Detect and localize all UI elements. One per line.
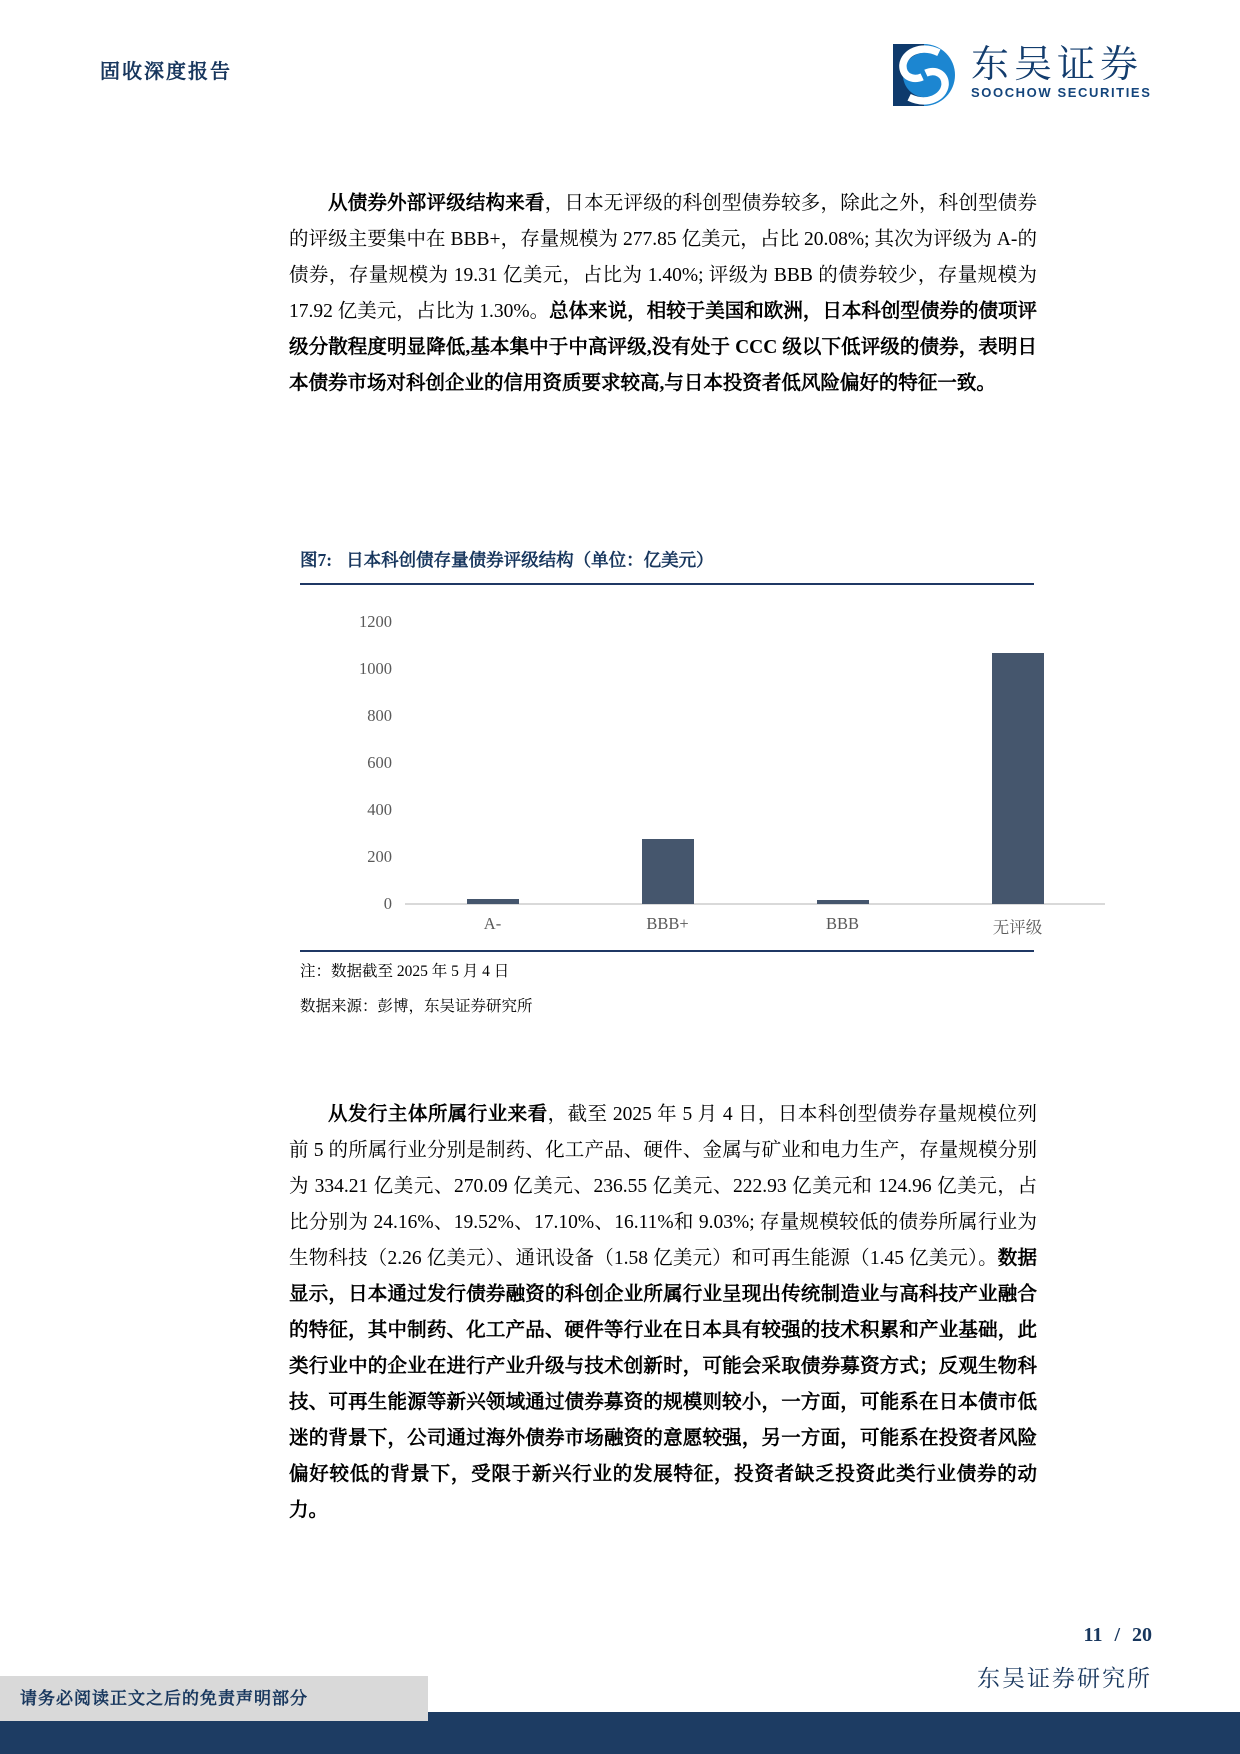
y-axis-tick-label: 800 (367, 706, 392, 725)
research-institute-label: 东吴证券研究所 (977, 1666, 1152, 1691)
x-axis-category-label: BBB (825, 914, 860, 933)
bar-A- (467, 899, 519, 904)
brand-text (971, 44, 1151, 100)
disclaimer-notice: 请务必阅读正文之后的免责声明部分 (0, 1676, 428, 1721)
paragraph-industry-structure (289, 1097, 1037, 1529)
x-axis-category-label: 无评级 (992, 918, 1043, 937)
figure-bottom-rule (300, 950, 1034, 952)
figure-note-source: 数据来源：彭博，东吴证券研究所 (300, 998, 533, 1015)
report-type-label: 固收深度报告 (100, 61, 232, 83)
y-axis-tick-label: 1200 (359, 612, 392, 631)
bar-BBB (817, 900, 869, 904)
bar-chart-rating-structure (300, 600, 1120, 945)
paragraph1-normal-text: ，日本无评级的科创型债券较多，除此之外，科创型债券的评级主要集中在 BBB+，存量规模为 277.85 亿美元，占比 20.08%; 其次为评级为 A-的债券，存量规模为 19.31 亿美元，占比为 1.40%; 评级为 BBB 的债券较少，存量规模为 17.92 亿美元，占比为 1.30%。 (289, 193, 1037, 322)
paragraph2-bold-lead: 从发行主体所属行业来看 (328, 1104, 548, 1125)
figure-caption (300, 543, 1034, 585)
soochow-logo-icon (893, 44, 955, 106)
brand-name-en: SOOCHOW SECURITIES (971, 85, 1152, 100)
paragraph1-bold-lead: 从债券外部评级结构来看 (328, 193, 545, 214)
x-axis-category-label: A- (483, 914, 502, 933)
brand-logo (893, 44, 1151, 106)
paragraph1-bold-tail: 总体来说，相较于美国和欧洲，日本科创型债券的债项评级分散程度明显降低,基本集中于中高评级,没有处于 CCC 级以下低评级的债券，表明日本债券市场对科创企业的信用资质要求较高,与日本投资者低风险偏好的特征一致。 (289, 301, 1037, 394)
bar-BBB+ (642, 839, 694, 904)
y-axis-tick-label: 0 (383, 894, 392, 913)
y-axis-tick-label: 1000 (359, 659, 392, 678)
bar-无评级 (992, 653, 1044, 904)
figure-note-date: 注：数据截至 2025 年 5 月 4 日 (300, 963, 510, 980)
figure-title: 日本科创债存量债券评级结构（单位：亿美元） (346, 550, 714, 570)
paragraph2-bold-tail: 数据显示，日本通过发行债券融资的科创企业所属行业呈现出传统制造业与高科技产业融合的特征，其中制药、化工产品、硬件等行业在日本具有较强的技术积累和产业基础，此类行业中的企业在进行产业升级与技术创新时，可能会采取债券募资方式；反观生物科技、可再生能源等新兴领域通过债券募资的规模则较小，一方面，可能系在日本债市低迷的背景下，公司通过海外债券市场融资的意愿较强，另一方面，可能系在投资者风险偏好较低的背景下，受限于新兴行业的发展特征，投资者缺乏投资此类行业债券的动力。 (289, 1248, 1037, 1521)
y-axis-tick-label: 600 (367, 753, 392, 772)
page-number: 11 / 20 (1083, 1624, 1152, 1646)
paragraph2-normal-text: ，截至 2025 年 5 月 4 日，日本科创型债券存量规模位列前 5 的所属行业分别是制药、化工产品、硬件、金属与矿业和电力生产，存量规模分别为 334.21 亿美元、270.09 亿美元、236.55 亿美元、222.93 亿美元和 124.96 亿美元，占比分别为 24.16%、19.52%、17.10%、16.11%和 9.03%; 存量规模较低的债券所属行业为生物科技（2.26 亿美元）、通讯设备（1.58 亿美元）和可再生能源（1.45 亿美元）。 (289, 1104, 1037, 1269)
brand-name-cn: 东吴证券 (971, 44, 1144, 86)
y-axis-tick-label: 400 (367, 800, 392, 819)
x-axis-category-label: BBB+ (646, 914, 689, 933)
figure-number-label: 图7: (300, 550, 333, 570)
paragraph-rating-structure (289, 186, 1037, 402)
y-axis-tick-label: 200 (367, 847, 392, 866)
